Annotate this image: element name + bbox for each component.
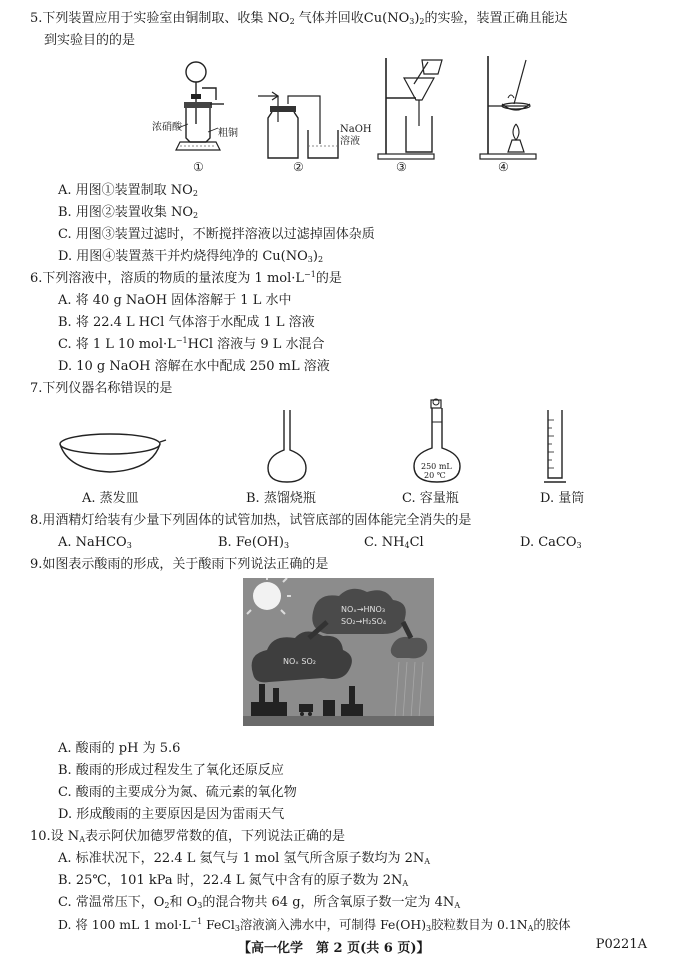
flask-label-volume: 250 mL [421, 462, 452, 471]
q10-option-d: D. 将 100 mL 1 $mol\cdot L^{-1}$ FeCl$_3$溶液滴入沸水中，可制得 $Fe(OH)_3$胶粒数目为 $0.1N_A$的胶体 [58, 917, 571, 933]
q9-option-a: A. 酸雨的 pH 为 5.6 [58, 741, 181, 756]
page-footer: 【高一化学 第 2 页(共 6 页)】 [238, 941, 430, 956]
q7-option-c: C. 容量瓶 [402, 491, 459, 506]
distillation-flask-drawing [262, 408, 312, 484]
q5-option-c: C. 用图③装置过滤时，不断搅拌溶液以过滤掉固体杂质 [58, 227, 375, 242]
q8-stem: 8.用酒精灯给装有少量下列固体的试管加热，试管底部的固体能完全消失的是 [30, 513, 472, 528]
q6-stem: 6.下列溶液中，溶质的物质的量浓度为 1 $mol\cdot L^{-1}$的是 [30, 270, 342, 286]
svg-text:SO₂→H₂SO₄: SO₂→H₂SO₄ [341, 617, 387, 626]
apparatus-3-filtration [376, 54, 454, 162]
q9-stem: 9.如图表示酸雨的形成，关于酸雨下列说法正确的是 [30, 557, 329, 572]
fig-mark-1: ① [193, 160, 204, 174]
fig-mark-4: ④ [498, 160, 509, 174]
q8-option-a: A. NaHCO$_3$ [58, 535, 132, 550]
q7-option-b: B. 蒸馏烧瓶 [246, 491, 316, 506]
label-solution: 溶液 [340, 136, 360, 147]
q10-option-b: B. 25℃，101 kPa 时，22.4 L 氮气中含有的原子数为 $2N_A$ [58, 873, 409, 888]
q8-option-d: D. CaCO$_3$ [520, 535, 582, 550]
q10-stem: 10.设 $N_A$表示阿伏加德罗常数的值，下列说法正确的是 [30, 829, 345, 844]
apparatus-1-generator [150, 58, 270, 164]
q7-stem: 7.下列仪器名称错误的是 [30, 381, 173, 396]
fig-mark-2: ② [293, 160, 304, 174]
q6-option-c: C. 将 1 L 10 $mol\cdot L^{-1}HCl$ 溶液与 9 L 水混合 [58, 336, 325, 352]
q9-option-b: B. 酸雨的形成过程发生了氧化还原反应 [58, 763, 284, 778]
q5-option-b: B. 用图②装置收集 $NO_2$ [58, 205, 199, 220]
q8-option-b: B. $Fe(OH)_3$ [218, 535, 290, 550]
label-crude-copper: 粗铜 [218, 128, 238, 139]
label-conc-nitric-acid: 浓硝酸 [152, 122, 182, 133]
paper-code: P0221A [595, 937, 647, 952]
fig-mark-3: ③ [396, 160, 407, 174]
q7-option-a: A. 蒸发皿 [82, 491, 139, 506]
evaporating-dish-drawing [58, 430, 168, 480]
q5-option-a: A. 用图①装置制取 $NO_2$ [58, 183, 198, 198]
svg-text:NOₓ SO₂: NOₓ SO₂ [283, 657, 316, 666]
graduated-cylinder-drawing [540, 408, 570, 486]
q10-option-c: C. 常温常压下，$O_2$和 $O_3$的混合物共 64 g，所含氧原子数一定为 $4N_A$ [58, 895, 461, 910]
q10-option-a: A. 标准状况下，22.4 L 氦气与 1 mol 氢气所含原子数均为 $2N_A$ [58, 851, 431, 866]
q5-option-d: D. 用图④装置蒸干并灼烧得纯净的 $Cu(NO_3)_2$ [58, 249, 324, 264]
flask-label-temp: 20 ℃ [424, 471, 446, 480]
apparatus-4-evaporation [478, 54, 540, 162]
q7-option-d: D. 量筒 [540, 491, 585, 506]
q6-option-a: A. 将 40 g NaOH 固体溶解于 1 L 水中 [58, 293, 292, 308]
q6-option-d: D. 10 g NaOH 溶解在水中配成 250 mL 溶液 [58, 359, 330, 374]
acid-rain-image [243, 578, 434, 726]
svg-text:NOₓ→HNO₃: NOₓ→HNO₃ [341, 605, 386, 614]
q5-stem-line1: 5.下列装置应用于实验室由铜制取、收集 $NO_2$ 气体并回收$Cu(NO_3)_2$的实验，装置正确且能达 [30, 11, 568, 26]
q9-option-c: C. 酸雨的主要成分为氮、硫元素的氧化物 [58, 785, 297, 800]
q6-option-b: B. 将 22.4 L HCl 气体溶于水配成 1 L 溶液 [58, 315, 315, 330]
q9-option-d: D. 形成酸雨的主要原因是因为雷雨天气 [58, 807, 285, 822]
q8-option-c: C. $NH_4Cl$ [364, 535, 424, 550]
q5-stem-line2: 到实验目的的是 [44, 33, 136, 48]
label-naoh: NaOH [340, 124, 372, 135]
